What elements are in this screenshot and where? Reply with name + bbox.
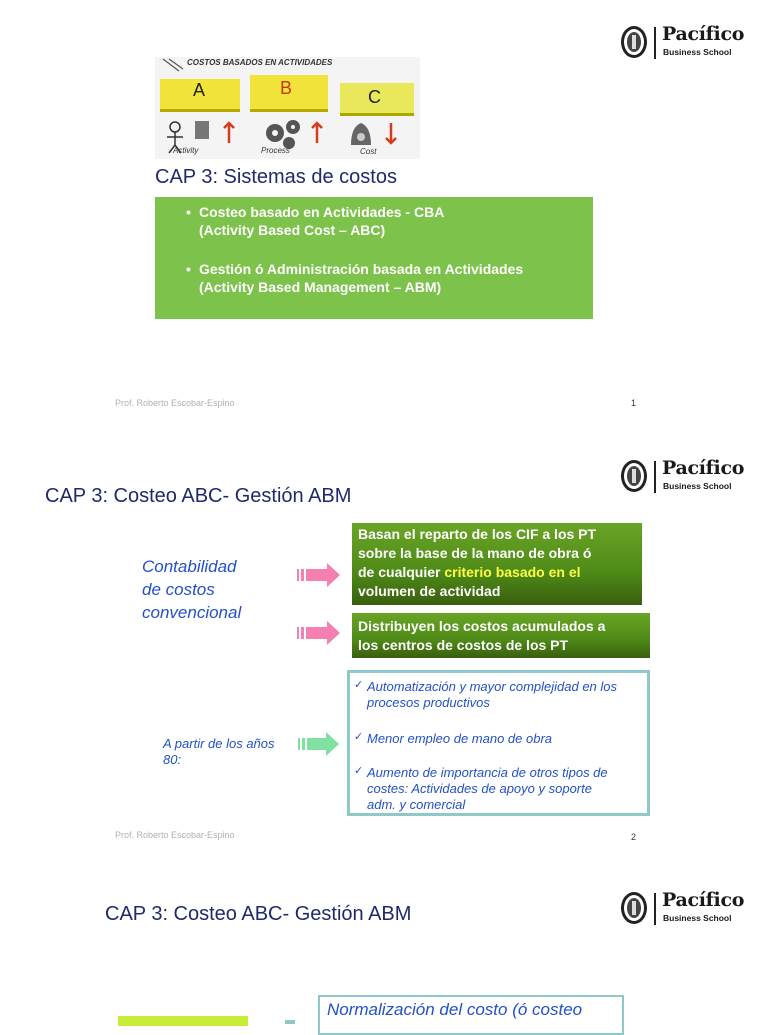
bullet-cba: • Costeo basado en Actividades - CBA (Activity Based Cost – ABC) <box>186 204 445 238</box>
letter-a: A <box>193 80 206 100</box>
reason1-line2: procesos productivos <box>367 695 490 710</box>
caption-activity: Activity <box>173 146 199 155</box>
footer-author: Prof. Roberto Escobar-Espino <box>115 830 235 840</box>
pacifico-logo <box>620 891 760 931</box>
reason-item <box>354 765 649 813</box>
logo-divider <box>654 27 656 59</box>
normalization-text: Normalización del costo (ó costeo <box>327 1000 583 1019</box>
logo-divider <box>654 461 656 493</box>
check-icon: ✓ <box>354 731 364 743</box>
conventional-line2: de costos <box>142 580 215 599</box>
logo-name: Pacífico <box>662 23 745 45</box>
pacifico-logo <box>620 25 760 65</box>
abc-illustration <box>155 57 420 159</box>
since-80s-line2: 80: <box>163 752 182 767</box>
bullet-abm: • Gestión ó Administración basada en Actividades (Activity Based Management – ABM) <box>186 261 524 295</box>
reason3-line1: Aumento de importancia de otros tipos de <box>367 765 608 780</box>
pacifico-logo <box>620 459 760 499</box>
since-80s-line1: A partir de los años <box>163 736 275 751</box>
conventional-line3: convencional <box>142 603 242 622</box>
allocation-line3 <box>358 563 642 582</box>
allocation-line4: volumen de actividad <box>358 583 501 599</box>
logo-subtitle: Business School <box>663 47 732 57</box>
conventional-line1: Contabilidad <box>142 557 237 576</box>
bullet-abm-line2: (Activity Based Management – ABM) <box>199 279 442 295</box>
letter-c: C <box>368 87 381 107</box>
logo-subtitle: Business School <box>663 913 732 923</box>
bullet-cba-line1: Costeo basado en Actividades - CBA <box>199 204 445 220</box>
letter-b: B <box>280 78 293 98</box>
systems-box <box>155 197 593 319</box>
reason-item <box>354 679 649 711</box>
reason1-line1: Automatización y mayor complejidad en los <box>367 679 618 694</box>
bullet-abm-line1: Gestión ó Administración basada en Actividades <box>199 261 524 277</box>
reason2-line1: Menor empleo de mano de obra <box>367 731 553 746</box>
check-icon: ✓ <box>354 765 364 777</box>
reasons-box <box>347 670 650 816</box>
logo-subtitle: Business School <box>663 481 732 491</box>
logo-divider <box>654 893 656 925</box>
slide2-title: CAP 3: Costeo ABC- Gestión ABM <box>45 485 352 507</box>
page-number: 2 <box>631 832 637 842</box>
pacifico-seal-icon <box>620 25 648 59</box>
allocation-line1: Basan el reparto de los CIF a los PT <box>358 526 597 542</box>
allocation-line3-text: de cualquier <box>358 564 441 580</box>
caption-cost: Cost <box>360 147 377 156</box>
allocation-line2: sobre la base de la mano de obra ó <box>358 545 592 561</box>
allocation-highlight: criterio basado en el <box>444 564 581 580</box>
check-icon: ✓ <box>354 679 364 691</box>
allocation-box <box>352 523 642 605</box>
mint-arrow-icon <box>298 731 340 757</box>
illustration-banner: COSTOS BASADOS EN ACTIVIDADES <box>187 58 333 67</box>
slide-2 <box>0 445 768 855</box>
caption-process: Process <box>261 146 290 155</box>
green-tab <box>118 1016 248 1026</box>
footer-author: Prof. Roberto Escobar-Espino <box>115 398 235 408</box>
distribution-line2: los centros de costos de los PT <box>358 637 569 653</box>
bullet-cba-line2: (Activity Based Cost – ABC) <box>199 222 386 238</box>
since-80s-label <box>163 736 275 768</box>
normalization-box <box>318 995 624 1035</box>
page-number: 1 <box>631 398 637 408</box>
slide-3 <box>0 870 768 1024</box>
pacifico-seal-icon <box>620 891 648 925</box>
reason3-line3: adm. y comercial <box>367 797 466 812</box>
small-arrow <box>285 1020 295 1024</box>
slide1-title: CAP 3: Sistemas de costos <box>155 166 397 188</box>
distribution-box <box>352 613 650 658</box>
slide-1 <box>0 0 768 430</box>
reason3-line2: costes: Actividades de apoyo y soporte <box>367 781 592 796</box>
pink-arrow-icon <box>297 562 341 588</box>
reason-item <box>354 731 649 747</box>
pacifico-seal-icon <box>620 459 648 493</box>
slide3-title: CAP 3: Costeo ABC- Gestión ABM <box>105 903 412 925</box>
conventional-label <box>142 555 241 624</box>
logo-name: Pacífico <box>662 457 745 479</box>
distribution-line1: Distribuyen los costos acumulados a <box>358 618 606 634</box>
pink-arrow-icon <box>297 620 341 646</box>
logo-name: Pacífico <box>662 889 745 911</box>
